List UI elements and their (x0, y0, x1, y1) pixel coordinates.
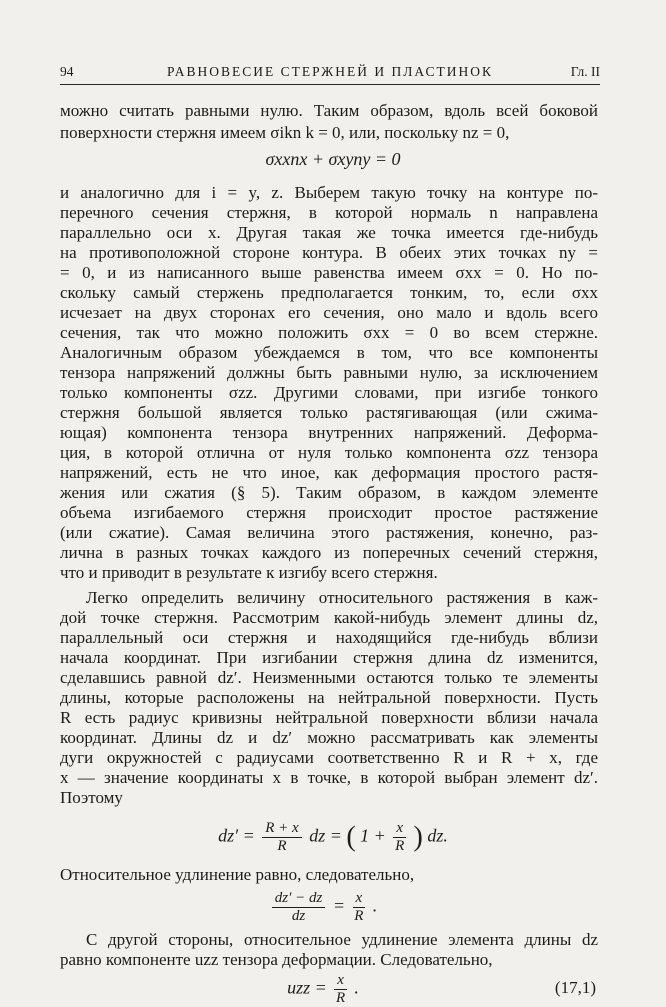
formula-part: dz′ = (218, 825, 255, 846)
chapter-label: Гл. II (570, 64, 600, 79)
equation-number: (17,1) (554, 978, 596, 997)
fraction-denominator: R (395, 838, 405, 854)
text-line: x — значение координаты x в точке, в которой выбран элемент dz′. (60, 768, 598, 787)
page-header (60, 64, 600, 85)
formula-dz-prime (0, 820, 666, 855)
text-line: координат. Длины dz и dz′ можно рассматривать как элементы (60, 728, 598, 747)
text-line: сделавшись равной dz′. Неизменными остаются только те элементы (60, 668, 598, 687)
fraction-denominator: R (354, 908, 364, 924)
formula-boundary-condition: σxxnx + σxyny = 0 (265, 149, 401, 169)
text-line: лична в разных точках каждого из поперечных сечений стержня, (60, 543, 598, 562)
text-line: Относительное удлинение равно, следовательно, (60, 865, 415, 884)
text-line: скольку самый стержень предполагается тонким, то, если σxx (60, 283, 598, 302)
fraction-numerator: R + x (262, 820, 301, 838)
text-line: параллельный оси стержня и находящийся где-нибудь вблизи (60, 628, 598, 647)
text-line: длины, которые расположены на нейтральной поверхности. Пусть (60, 688, 598, 707)
text-line: объема изгибаемого стержня происходит простое растяжение (60, 503, 598, 522)
text-line: ющая) компонента тензора внутренних напряжений. Деформа- (60, 423, 598, 442)
fraction (272, 890, 326, 925)
formula-part: uzz = (287, 977, 327, 998)
formula-part: dz = (309, 825, 342, 846)
text-line: дой точке стержня. Рассмотрим какой-нибудь элемент длины dz, (60, 608, 598, 627)
text-line: равно компоненте uzz тензора деформации. Следовательно, (60, 950, 493, 969)
text-line: Легко определить величину относительного растяжения в каж- (86, 588, 598, 607)
formula-part: . (372, 895, 378, 916)
text-line: можно считать равными нулю. Таким образом, вдоль всей боковой (60, 101, 598, 120)
fraction-numerator: x (334, 972, 347, 990)
fraction-numerator: dz′ − dz (272, 890, 326, 908)
paren-close: ) (413, 821, 423, 853)
text-line: тензора напряжений должны быть равными нулю, за исключением (60, 363, 598, 382)
running-title: РАВНОВЕСИЕ СТЕРЖНЕЙ И ПЛАСТИНОК (166, 64, 493, 79)
fraction (353, 890, 366, 925)
text-line: = 0, и из написанного выше равенства имеем σxx = 0. Но по- (60, 263, 598, 282)
fraction-denominator: R (335, 990, 346, 1006)
text-line: начала координат. При изгибании стержня длина dz изменится, (60, 648, 598, 667)
text-line: жения или сжатия (§ 5). Таким образом, в каждом элементе (60, 483, 598, 502)
text-line: и аналогично для i = y, z. Выберем такую точку на контуре по- (60, 183, 598, 202)
text-line: Аналогичным образом убеждаемся в том, что все компоненты (60, 343, 598, 362)
text-line: что и приводит в результате к изгибу всего стержня. (60, 563, 438, 582)
text-line: сечения, так что можно положить σxx = 0 во всем стержне. (60, 323, 598, 342)
page-number: 94 (60, 64, 74, 79)
text-line: исчезает на двух сторонах его сечения, оно мало и вдоль всего (60, 303, 598, 322)
text-line: R есть радиус кривизны нейтральной поверхности вблизи начала (60, 708, 598, 727)
text-line: Поэтому (60, 788, 123, 807)
text-line: поверхности стержня имеем σikn k = 0, или, поскольку nz = 0, (60, 123, 510, 142)
fraction-numerator: x (393, 820, 406, 838)
text-line: ция, в которой отлична от нуля только компонента σzz тензора (60, 443, 598, 462)
text-line: перечного сечения стержня, в которой нормаль n направлена (60, 203, 598, 222)
formula-part: dz. (427, 825, 448, 846)
paren-open: ( (346, 821, 356, 853)
text-line: дуги окружностей с радиусами соответственно R и R + x, где (60, 748, 598, 767)
text-line: на противоположной стороне контура. В обеих этих точках ny = (60, 243, 598, 262)
fraction-numerator: x (353, 890, 366, 908)
text-line: стержня большой является только растягивающая (или сжима- (60, 403, 598, 422)
formula-part: = (332, 895, 346, 916)
fraction-denominator: R (277, 838, 287, 854)
text-line: напряжений, есть не что иное, как деформация простого растя- (60, 463, 598, 482)
text-line: только компоненты σzz. Другими словами, при изгибе тонкого (60, 383, 598, 402)
formula-relative-elongation (0, 890, 656, 925)
text-line: (или сжатие). Самая величина этого растяжения, конечно, раз- (60, 523, 598, 542)
text-line: С другой стороны, относительное удлинение элемента длины dz (86, 930, 598, 949)
formula-part: . (354, 977, 359, 998)
fraction (334, 972, 347, 1007)
fraction-denominator: dz (291, 908, 306, 924)
fraction (262, 820, 301, 855)
formula-part: 1 + (360, 825, 386, 846)
fraction (393, 820, 406, 855)
text-line: параллельно оси x. Другая такая же точка имеется где-нибудь (60, 223, 598, 242)
